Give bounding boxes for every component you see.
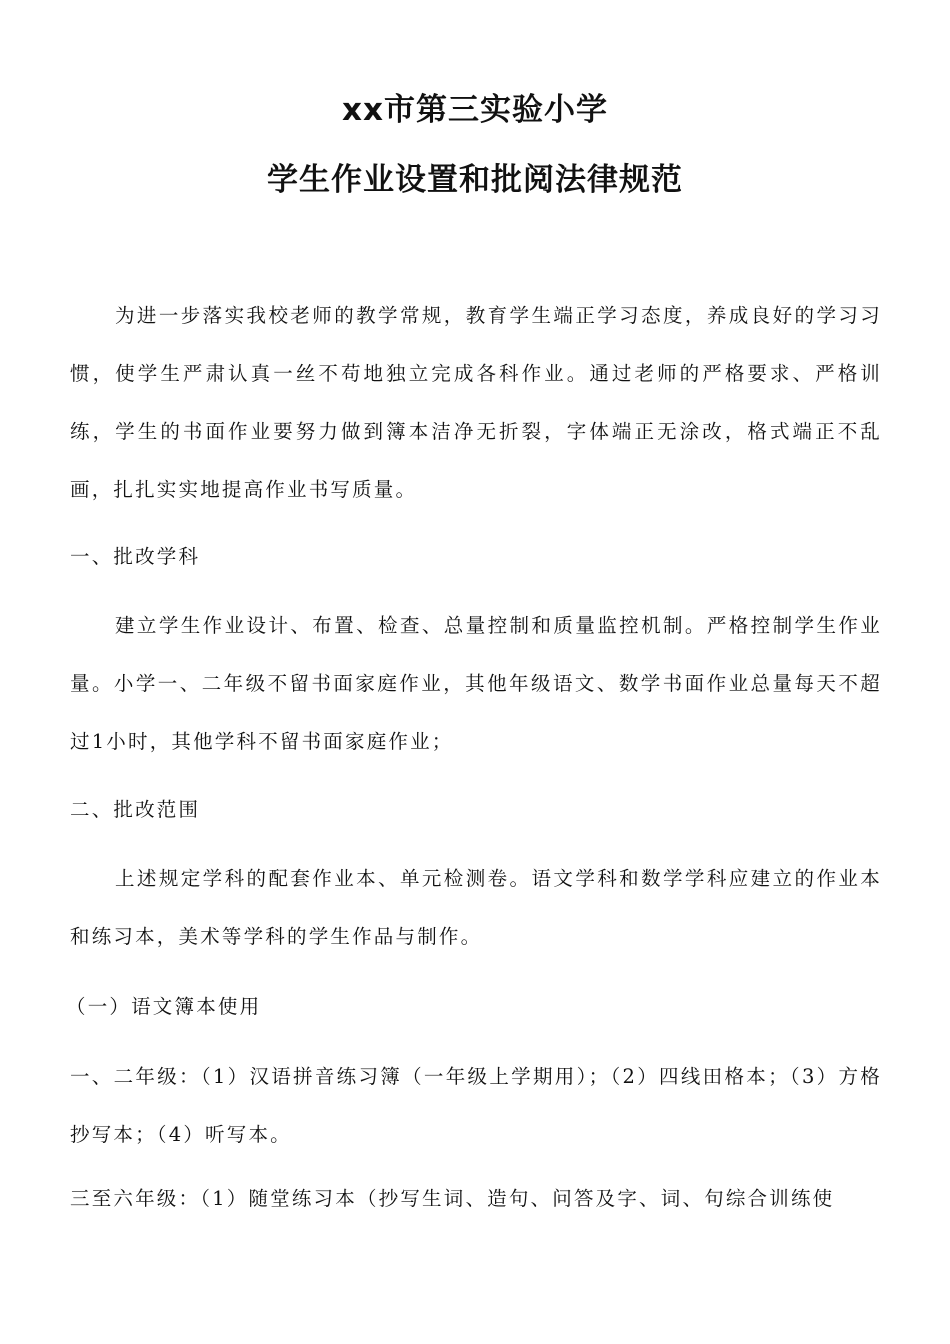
- section-scope-paragraph: 上述规定学科的配套作业本、单元检测卷。语文学科和数学学科应建立的作业本和练习本，美术等学科的学生作品与制作。: [70, 867, 882, 948]
- document-title-regulation: 学生作业设置和批阅法律规范: [267, 162, 683, 198]
- intro-paragraph: 为进一步落实我校老师的教学常规，教育学生端正学习态度，养成良好的学习习惯，使学生严肃认真一丝不苟地独立完成各科作业。通过老师的严格要求、严格训练，学生的书面作业要努力做到簿本洁净无折裂，字体端正无涂改，格式端正不乱画，扎扎实实地提高作业书写质量。: [70, 304, 882, 501]
- grades-3-6-notebooks: 三至六年级：（1）随堂练习本（抄写生词、造句、问答及字、词、句综合训练使: [70, 1187, 835, 1210]
- grades-1-2-notebooks: 一、二年级：（1）汉语拼音练习簿（一年级上学期用）；（2）四线田格本；（3）方格抄写本；（4）听写本。: [70, 1065, 882, 1146]
- subsection-heading-chinese-notebooks: （一）语文簿本使用: [66, 995, 262, 1018]
- section-subjects-paragraph: 建立学生作业设计、布置、检查、总量控制和质量监控机制。严格控制学生作业量。小学一、二年级不留书面家庭作业，其他年级语文、数学书面作业总量每天不超过1小时，其他学科不留书面家庭作业；: [70, 614, 882, 753]
- document-title-school: xx市第三实验小学: [342, 92, 608, 128]
- section-heading-scope: 二、批改范围: [70, 798, 201, 821]
- section-heading-subjects: 一、批改学科: [70, 545, 201, 568]
